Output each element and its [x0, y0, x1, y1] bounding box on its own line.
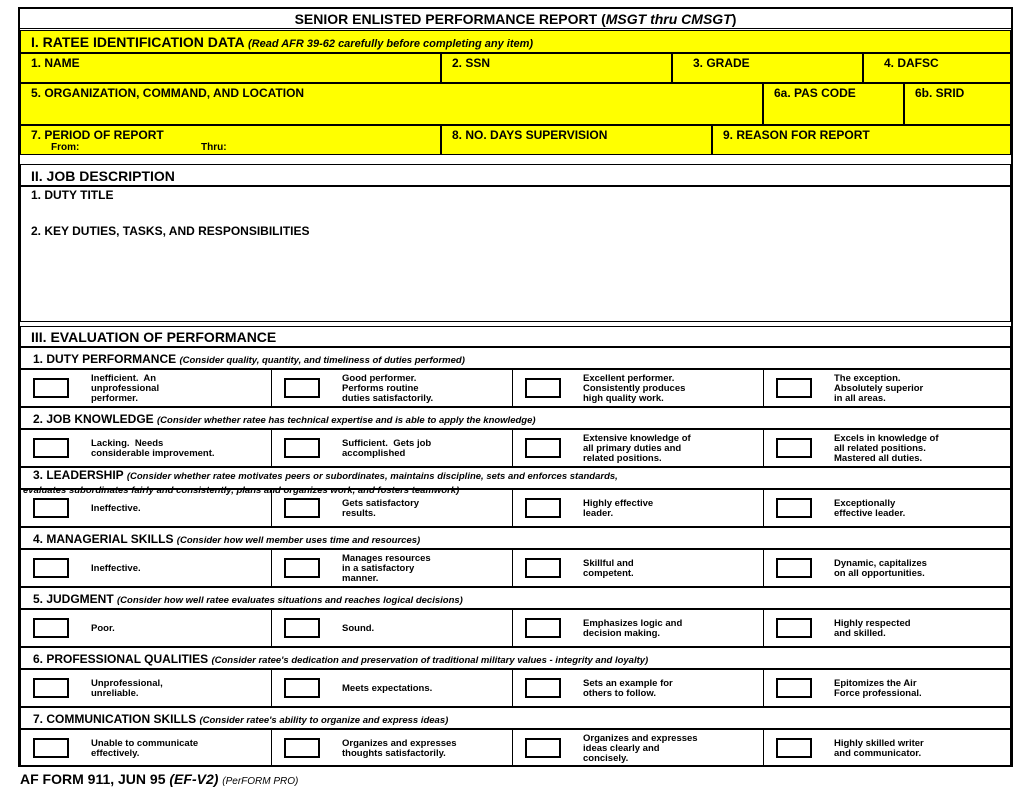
- rating-description: Poor.: [91, 623, 115, 634]
- rating-checkbox[interactable]: [776, 678, 812, 698]
- dafsc-field[interactable]: 4. DAFSC: [863, 53, 1011, 83]
- rating-description: Highly effective leader.: [583, 498, 654, 519]
- rating-option: [764, 610, 1012, 646]
- ssn-field[interactable]: 2. SSN: [441, 53, 672, 83]
- factor-header: [20, 347, 1011, 369]
- rating-description: Good performer. Performs routine duties satisfactorily.: [342, 373, 434, 404]
- rating-row: [20, 669, 1011, 707]
- rating-checkbox[interactable]: [776, 558, 812, 578]
- factor-label: 7. COMMUNICATION SKILLS: [33, 712, 200, 726]
- rating-checkbox[interactable]: [525, 618, 561, 638]
- rating-description: Extensive knowledge of all primary duties and related positions.: [583, 433, 691, 464]
- rating-description: Highly skilled writer and communicator.: [834, 738, 924, 759]
- rating-row: [20, 369, 1011, 407]
- rating-option: [513, 730, 764, 766]
- rating-option: [272, 730, 513, 766]
- form-footer: AF FORM 911, JUN 95 (EF-V2) (PerFORM PRO): [20, 771, 299, 787]
- rating-checkbox[interactable]: [525, 558, 561, 578]
- rating-checkbox[interactable]: [33, 678, 69, 698]
- factor-label: 1. DUTY PERFORMANCE: [33, 352, 180, 366]
- reason-for-report-field[interactable]: 9. REASON FOR REPORT: [712, 125, 1011, 155]
- rating-option: [513, 490, 764, 526]
- rating-description: Highly respected and skilled.: [834, 618, 911, 639]
- rating-row: [20, 729, 1011, 767]
- factor-note: (Consider ratee's dedication and preservation of traditional military values - integrity and loyalty): [211, 655, 649, 666]
- rating-description: Ineffective.: [91, 503, 141, 514]
- rating-option: [764, 430, 1012, 466]
- rating-description: Sets an example for others to follow.: [583, 678, 673, 699]
- rating-checkbox[interactable]: [284, 738, 320, 758]
- job-description-area[interactable]: [20, 186, 1011, 322]
- rating-description: Excels in knowledge of all related positions. Mastered all duties.: [834, 433, 939, 464]
- rating-option: [764, 490, 1012, 526]
- key-duties-label: 2. KEY DUTIES, TASKS, AND RESPONSIBILITIES: [31, 224, 310, 238]
- rating-description: Skillful and competent.: [583, 558, 634, 579]
- rating-description: Epitomizes the Air Force professional.: [834, 678, 922, 699]
- name-field[interactable]: 1. NAME: [20, 53, 441, 83]
- rating-checkbox[interactable]: [284, 618, 320, 638]
- rating-option: [21, 490, 272, 526]
- rating-row: [20, 549, 1011, 587]
- section3-heading: III. EVALUATION OF PERFORMANCE: [20, 326, 1011, 347]
- factor-label: 4. MANAGERIAL SKILLS: [33, 532, 177, 546]
- factor-label: 5. JUDGMENT: [33, 592, 118, 606]
- rating-description: Sound.: [342, 623, 375, 634]
- rating-description: Unable to communicate effectively.: [91, 738, 199, 759]
- rating-checkbox[interactable]: [33, 498, 69, 518]
- thru-label: Thru:: [201, 142, 227, 153]
- factor-label: 3. LEADERSHIP: [33, 468, 127, 482]
- factor-label: 6. PROFESSIONAL QUALITIES: [33, 652, 212, 666]
- rating-option: [272, 370, 513, 406]
- factor-note: (Consider how well member uses time and resources): [176, 535, 421, 546]
- rating-checkbox[interactable]: [525, 378, 561, 398]
- rating-checkbox[interactable]: [525, 678, 561, 698]
- rating-checkbox[interactable]: [33, 438, 69, 458]
- rating-option: [513, 550, 764, 586]
- rating-description: Manages resources in a satisfactory manner.: [342, 553, 431, 584]
- rating-checkbox[interactable]: [525, 438, 561, 458]
- rating-description: Dynamic, capitalizes on all opportunities.: [834, 558, 927, 579]
- rating-option: [272, 550, 513, 586]
- rating-checkbox[interactable]: [33, 618, 69, 638]
- days-supervision-field[interactable]: 8. NO. DAYS SUPERVISION: [441, 125, 712, 155]
- srid-field[interactable]: 6b. SRID: [904, 83, 1011, 125]
- factor-header: [20, 407, 1011, 429]
- factor-header: [20, 527, 1011, 549]
- rating-option: [764, 550, 1012, 586]
- rating-checkbox[interactable]: [33, 378, 69, 398]
- period-of-report-field[interactable]: 7. PERIOD OF REPORT From: Thru:: [20, 125, 441, 155]
- rating-checkbox[interactable]: [776, 498, 812, 518]
- rating-checkbox[interactable]: [33, 558, 69, 578]
- rating-checkbox[interactable]: [776, 378, 812, 398]
- factor-note: (Consider whether ratee motivates peers or subordinates, maintains discipline, sets and enforces standards,: [126, 471, 618, 482]
- rating-description: Excellent performer. Consistently produces high quality work.: [583, 373, 686, 404]
- rating-option: [21, 730, 272, 766]
- rating-description: Emphasizes logic and decision making.: [583, 618, 683, 639]
- duty-title-label: 1. DUTY TITLE: [31, 188, 114, 202]
- rating-option: [764, 370, 1012, 406]
- factor-label: 2. JOB KNOWLEDGE: [33, 412, 158, 426]
- factor-note: (Consider ratee's ability to organize and express ideas): [199, 715, 449, 726]
- factor-header: [20, 707, 1011, 729]
- rating-checkbox[interactable]: [284, 438, 320, 458]
- factor-note: (Consider how well ratee evaluates situations and reaches logical decisions): [117, 595, 463, 606]
- rating-checkbox[interactable]: [776, 738, 812, 758]
- rating-row: [20, 609, 1011, 647]
- rating-option: [764, 670, 1012, 706]
- rating-option: [21, 610, 272, 646]
- section2-heading: II. JOB DESCRIPTION: [20, 164, 1011, 186]
- rating-description: Exceptionally effective leader.: [834, 498, 906, 519]
- rating-row: [20, 489, 1011, 527]
- factor-note: evaluates subordinates fairly and consistently, plans and organizes work, and fosters teamwork): [23, 485, 460, 496]
- factor-header: [20, 467, 1011, 496]
- rating-checkbox[interactable]: [284, 678, 320, 698]
- rating-option: [21, 370, 272, 406]
- rating-description: Ineffective.: [91, 563, 141, 574]
- section1-heading: I. RATEE IDENTIFICATION DATA (Read AFR 39-62 carefully before completing any item): [20, 30, 1011, 53]
- organization-field[interactable]: 5. ORGANIZATION, COMMAND, AND LOCATION: [20, 83, 763, 125]
- rating-checkbox[interactable]: [33, 738, 69, 758]
- rating-description: Sufficient. Gets job accomplished: [342, 438, 432, 459]
- rating-checkbox[interactable]: [284, 378, 320, 398]
- factor-note: (Consider whether ratee has technical expertise and is able to apply the knowledge): [157, 415, 536, 426]
- rating-row: [20, 429, 1011, 467]
- from-label: From:: [51, 142, 80, 153]
- rating-checkbox[interactable]: [776, 438, 812, 458]
- rating-description: Meets expectations.: [342, 683, 433, 694]
- rating-description: Organizes and expresses ideas clearly and concisely.: [583, 733, 698, 764]
- rating-option: [272, 670, 513, 706]
- pas-code-field[interactable]: 6a. PAS CODE: [763, 83, 904, 125]
- rating-description: Gets satisfactory results.: [342, 498, 420, 519]
- rating-option: [513, 670, 764, 706]
- factor-note: (Consider quality, quantity, and timeliness of duties performed): [179, 355, 465, 366]
- rating-option: [272, 430, 513, 466]
- rating-description: Inefficient. An unprofessional performer.: [91, 373, 160, 404]
- grade-field[interactable]: 3. GRADE: [672, 53, 863, 83]
- rating-option: [272, 490, 513, 526]
- rating-description: Organizes and expresses thoughts satisfactorily.: [342, 738, 457, 759]
- factor-header: [20, 587, 1011, 609]
- rating-description: Unprofessional, unreliable.: [91, 678, 163, 699]
- form-title: SENIOR ENLISTED PERFORMANCE REPORT (MSGT thru CMSGT): [20, 9, 1011, 29]
- rating-checkbox[interactable]: [525, 498, 561, 518]
- rating-description: The exception. Absolutely superior in all areas.: [834, 373, 924, 404]
- rating-option: [513, 370, 764, 406]
- rating-option: [21, 550, 272, 586]
- rating-option: [21, 430, 272, 466]
- rating-option: [272, 610, 513, 646]
- rating-checkbox[interactable]: [284, 558, 320, 578]
- rating-option: [764, 730, 1012, 766]
- rating-option: [21, 670, 272, 706]
- rating-checkbox[interactable]: [776, 618, 812, 638]
- rating-option: [513, 430, 764, 466]
- factor-header: [20, 647, 1011, 669]
- rating-checkbox[interactable]: [284, 498, 320, 518]
- rating-option: [513, 610, 764, 646]
- rating-description: Lacking. Needs considerable improvement.: [91, 438, 215, 459]
- rating-checkbox[interactable]: [525, 738, 561, 758]
